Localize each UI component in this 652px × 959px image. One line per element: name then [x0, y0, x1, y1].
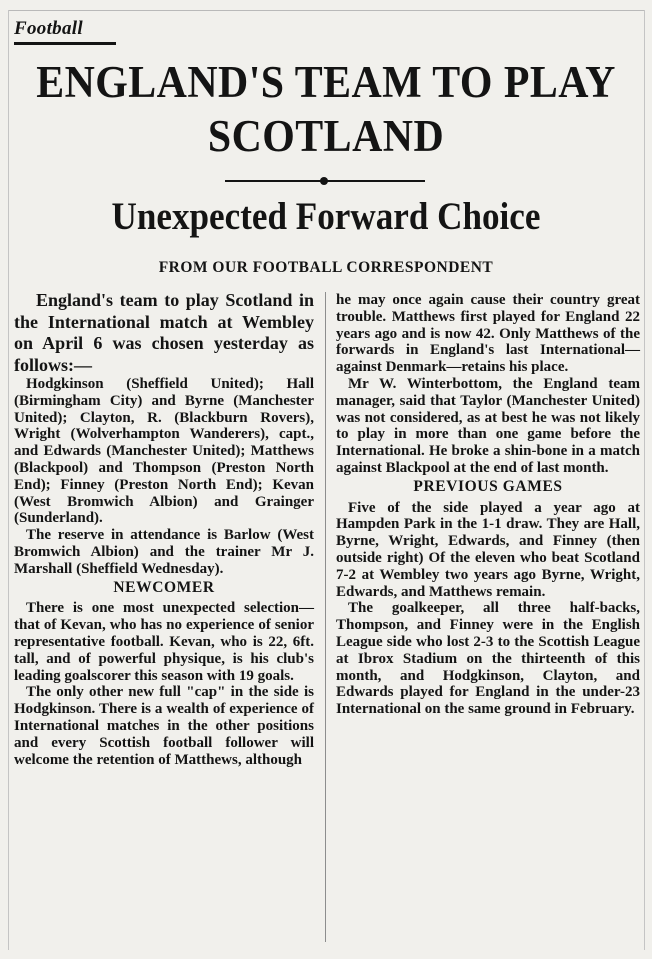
previous-games-paragraph: Five of the side played a year ago at Hampden Park in the 1-1 draw. They are Hall, Byrne, Wright, Edwards, and Finney (then outside right) Of the eleven who beat Scotland 7-2 at Wembley two years ago Byrne, Wright, Edwards, and Matthews remain. — [336, 499, 640, 600]
clipping-edge-top — [8, 10, 644, 11]
headline-line-1: ENGLAND'S TEAM TO PLAY — [36, 57, 616, 107]
section-underline — [14, 42, 116, 45]
team-list-paragraph: Hodgkinson (Sheffield United); Hall (Birmingham City) and Byrne (Manchester United); Clayton, R. (Blackburn Rovers), Wright (Wolverhampton Wanderers), capt., and Edwards (Manchester United); Matthews (Blackpool) and Thompson (Preston North End); Finney (Preston North End); Kevan (West Bromwich Albion) and Grainger (Sunderland). — [14, 376, 314, 527]
clipping-edge-right — [644, 10, 645, 950]
subheading-newcomer: NEWCOMER — [113, 578, 215, 596]
article-column-right — [336, 292, 640, 942]
section-label: Football — [14, 18, 83, 39]
article-column-left — [14, 290, 314, 950]
subheading-previous-games: PREVIOUS GAMES — [413, 477, 563, 495]
matthews-paragraph: he may once again cause their country great trouble. Matthews first played for England 22 years ago and is now 42. Only Matthews of the forwards in England's last International—against Denmark—retains his place. — [336, 292, 640, 376]
byline: FROM OUR FOOTBALL CORRESPONDENT — [158, 259, 494, 276]
subheadline: Unexpected Forward Choice — [111, 195, 541, 238]
headline-line-2: SCOTLAND — [207, 111, 445, 161]
newcomer-paragraph: There is one most unexpected selection—that of Kevan, who has no experience of senior representative football. Kevan, who is 22, 6ft. tall, and of powerful physique, is his club's leading goalscorer this season with 19 goals. — [14, 600, 314, 684]
clipping-edge-left — [8, 10, 9, 950]
lead-paragraph: England's team to play Scotland in the International match at Wembley on April 6 was chosen yesterday as follows:— — [14, 290, 314, 375]
reserve-paragraph: The reserve in attendance is Barlow (West Bromwich Albion) and the trainer Mr J. Marshall (Sheffield Wednesday). — [14, 527, 314, 577]
league-paragraph: The goalkeeper, all three half-backs, Thompson, and Finney were in the English League side who lost 2-3 to the Scottish League at Ibrox Stadium on the thirteenth of this month, and Hodgkinson, Clayton, and Edwards played for England in the under-23 International on the same ground in February. — [336, 600, 640, 718]
headline-divider-ornament — [320, 177, 328, 185]
new-cap-paragraph: The only other new full "cap" in the side is Hodgkinson. There is a wealth of experience of International matches in the other positions and every Scottish football follower will welcome the retention of Matthews, although — [14, 684, 314, 768]
manager-paragraph: Mr W. Winterbottom, the England team manager, said that Taylor (Manchester United) was not considered, as at best he was not likely to play in more than one game before the International. He broke a shin-bone in a match against Blackpool at the end of last month. — [336, 375, 640, 476]
column-divider — [325, 292, 326, 942]
